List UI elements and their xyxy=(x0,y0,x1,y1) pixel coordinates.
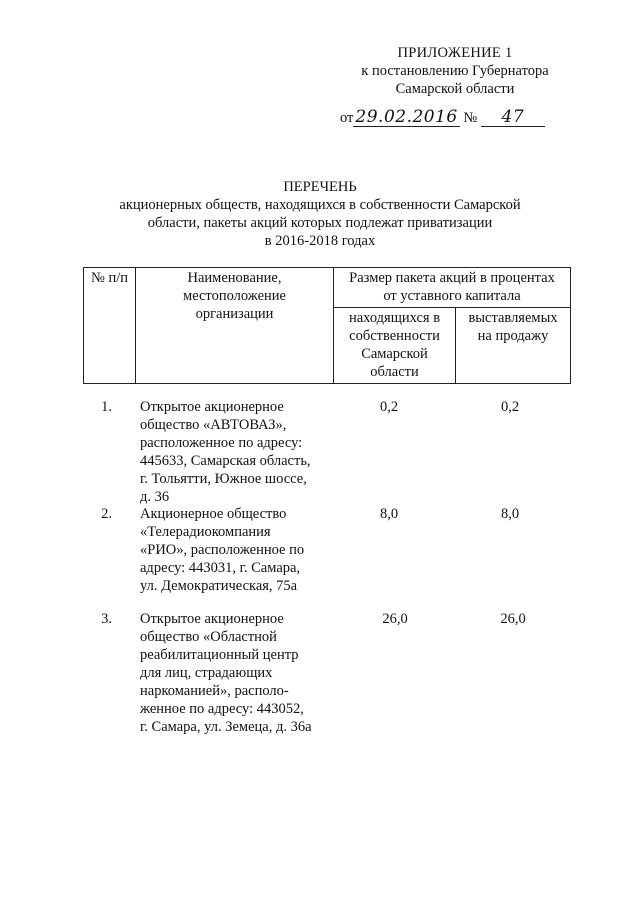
date-prefix: от xyxy=(340,110,354,126)
row-owned-value: 0,2 xyxy=(379,399,399,415)
handwritten-date: 29.02.2016 xyxy=(355,107,458,127)
col-header-owned xyxy=(334,308,456,384)
row-org-line: общество «Областной xyxy=(140,629,277,645)
handwritten-number: 47 xyxy=(481,108,545,127)
col-header-sale-line-2: на продажу xyxy=(477,328,549,344)
number-sign: № xyxy=(463,110,478,126)
row-org-line: 445633, Самарская область, xyxy=(140,453,311,469)
row-org-line: г. Тольятти, Южное шоссе, xyxy=(140,471,307,487)
table-header xyxy=(83,267,571,384)
row-organization xyxy=(140,505,330,595)
col-header-share-size xyxy=(334,268,571,308)
row-org-line: г. Самара, ул. Земеца, д. 36а xyxy=(140,719,312,735)
col-header-org-line-3: организации xyxy=(195,306,274,322)
row-org-line: «РИО», расположенное по xyxy=(140,542,305,558)
row-org-line: женное по адресу: 443052, xyxy=(140,701,304,717)
row-number: 1. xyxy=(101,399,112,415)
row-sale-value: 26,0 xyxy=(500,611,526,627)
col-header-owned-line-3: Самарской xyxy=(361,346,428,362)
col-header-size-line-1: Размер пакета акций в процентах xyxy=(349,270,555,286)
col-header-owned-line-4: области xyxy=(370,364,419,380)
row-organization xyxy=(140,610,340,736)
row-org-line: ул. Демократическая, 75а xyxy=(140,578,298,594)
heading-line-3: в 2016-2018 годах xyxy=(264,233,376,249)
row-owned-value: 8,0 xyxy=(379,506,399,522)
row-org-line: «Телерадиокомпания xyxy=(140,524,271,540)
row-number: 2. xyxy=(101,506,112,522)
col-header-number xyxy=(84,268,136,384)
row-org-line: адресу: 443031, г. Самара, xyxy=(140,560,301,576)
heading-title: ПЕРЕЧЕНЬ xyxy=(283,179,357,195)
row-org-line: для лиц, страдающих xyxy=(140,665,273,681)
col-header-number-text: № п/п xyxy=(90,270,128,286)
row-org-line: общество «АВТОВАЗ», xyxy=(140,417,287,433)
row-sale-value: 8,0 xyxy=(500,506,520,522)
row-org-line: расположенное по адресу: xyxy=(140,435,303,451)
row-org-line: наркоманией», располо- xyxy=(140,683,289,699)
col-header-sale-line-1: выставляемых xyxy=(468,310,558,326)
row-number: 3. xyxy=(101,611,112,627)
appendix-title: ПРИЛОЖЕНИЕ 1 xyxy=(397,45,513,61)
row-owned-value: 26,0 xyxy=(382,611,408,627)
col-header-owned-line-2: собственности xyxy=(349,328,440,344)
heading-line-2: области, пакеты акций которых подлежат приватизации xyxy=(147,215,493,231)
heading-line-1: акционерных обществ, находящихся в собственности Самарской xyxy=(119,197,521,213)
row-sale-value: 0,2 xyxy=(500,399,520,415)
appendix-date-line xyxy=(340,108,570,127)
row-organization xyxy=(140,398,330,506)
col-header-for-sale xyxy=(456,308,571,384)
col-header-org-line-2: местоположение xyxy=(183,288,286,304)
appendix-line-1: к постановлению Губернатора xyxy=(361,63,549,79)
row-org-line: д. 36 xyxy=(140,489,170,505)
row-org-line: Открытое акционерное xyxy=(140,399,284,415)
appendix-block xyxy=(340,44,570,98)
col-header-owned-line-1: находящихся в xyxy=(348,310,441,326)
col-header-size-line-2: от уставного капитала xyxy=(383,288,521,304)
appendix-line-2: Самарской области xyxy=(395,81,515,97)
document-heading xyxy=(70,178,570,250)
col-header-organization xyxy=(136,268,334,384)
row-org-line: реабилитационный центр xyxy=(140,647,299,663)
row-org-line: Открытое акционерное xyxy=(140,611,284,627)
row-org-line: Акционерное общество xyxy=(140,506,287,522)
col-header-org-line-1: Наименование, xyxy=(187,270,282,286)
